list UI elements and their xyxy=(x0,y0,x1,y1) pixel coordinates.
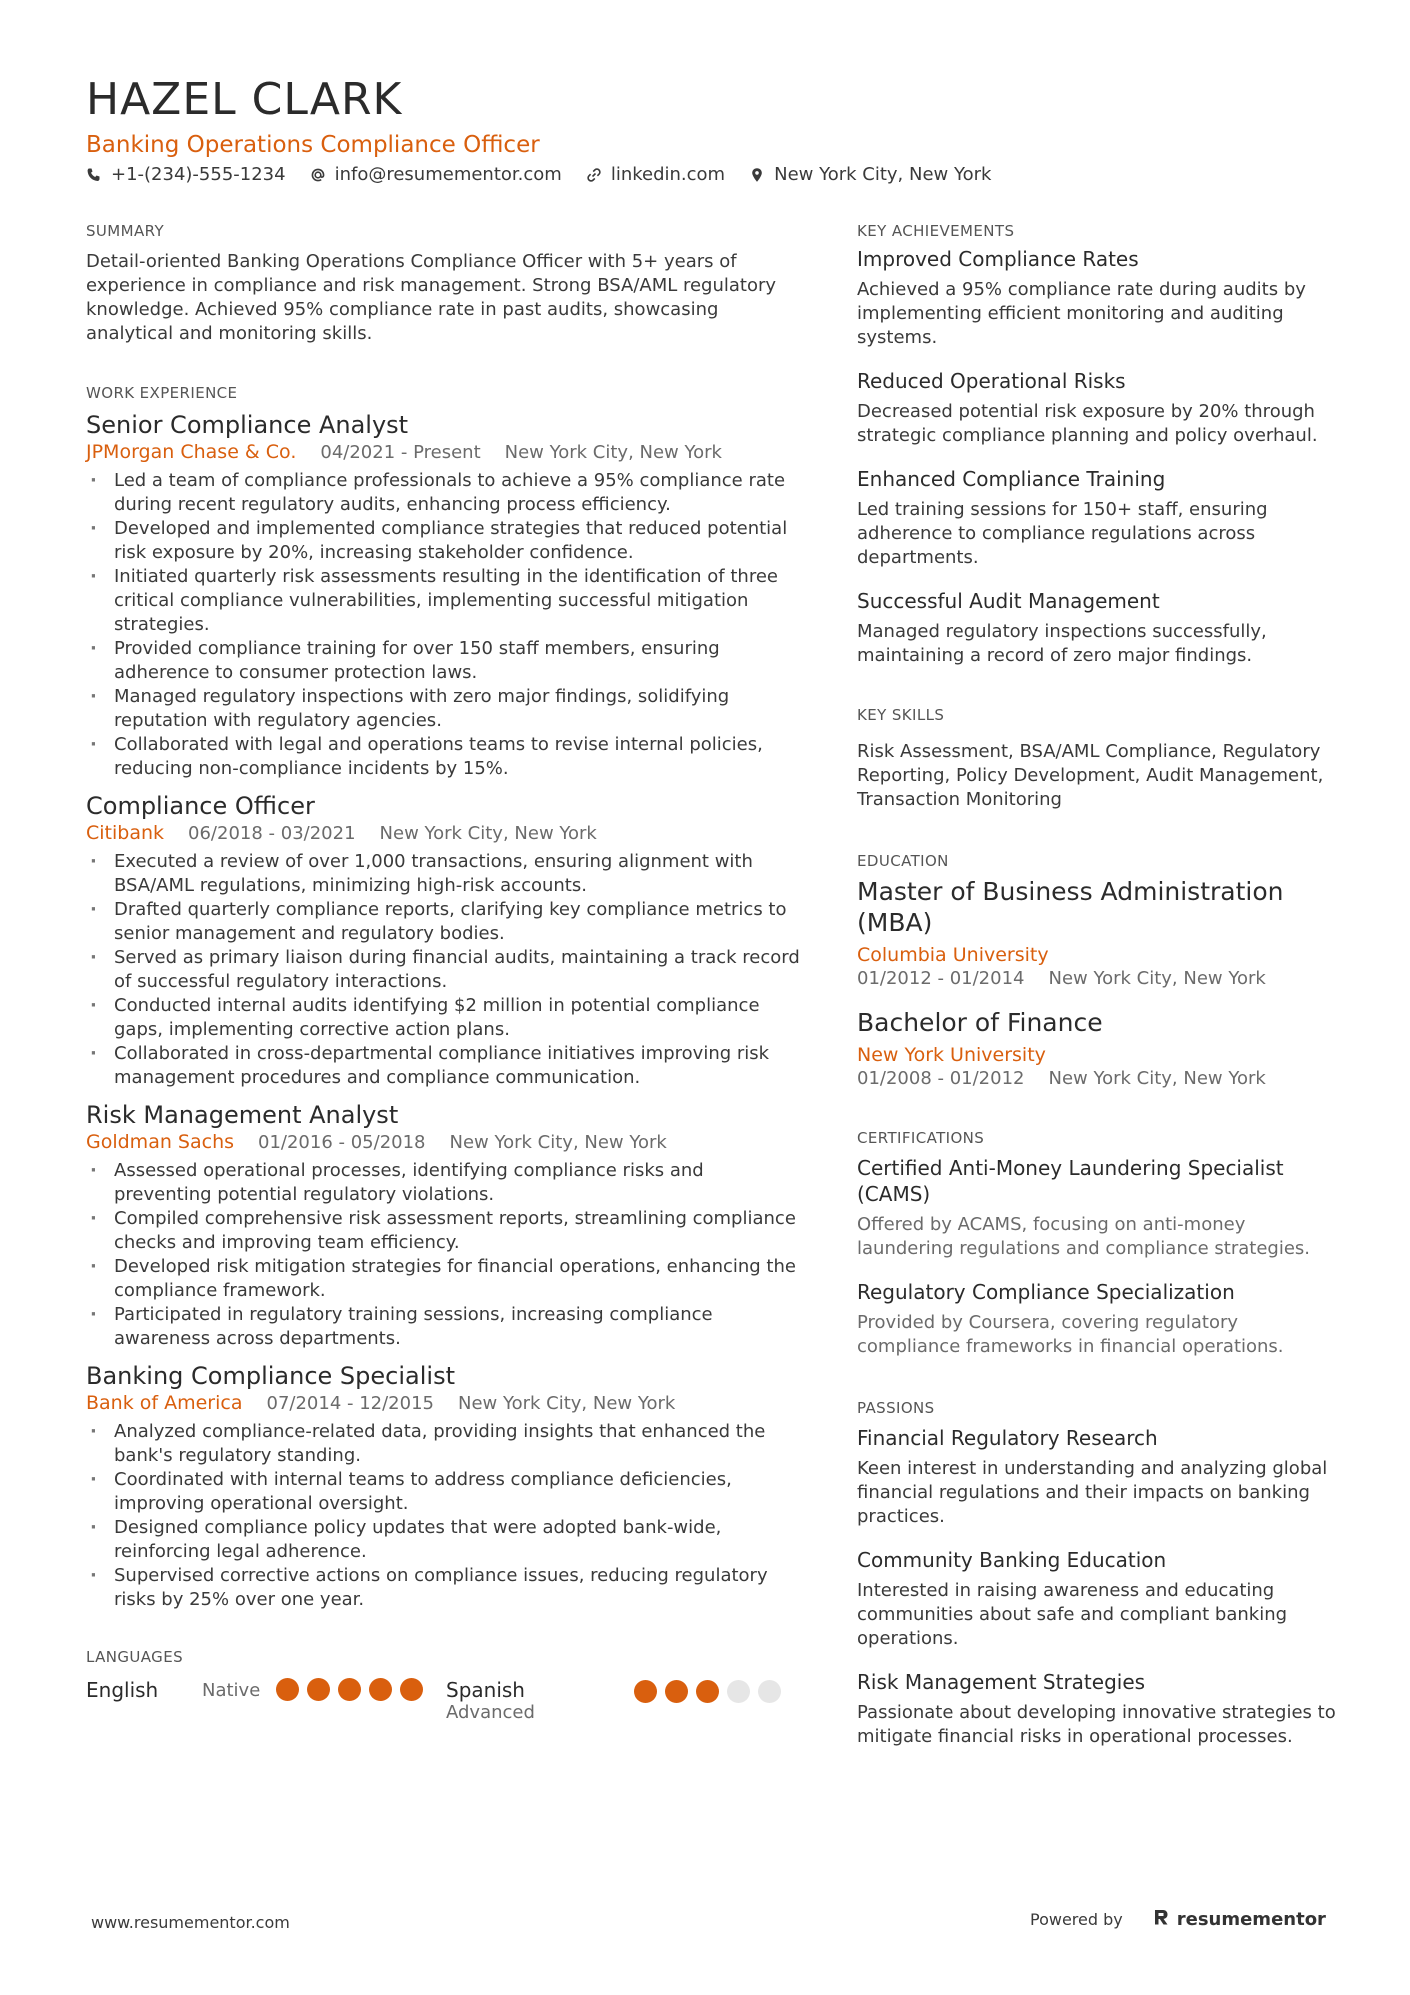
education-meta xyxy=(857,968,1337,989)
rating-dot-filled xyxy=(369,1678,392,1701)
candidate-role: Banking Operations Compliance Officer xyxy=(86,132,540,158)
job-bullets xyxy=(86,850,806,1090)
job-title: Senior Compliance Analyst xyxy=(86,411,409,439)
location-pin-icon xyxy=(749,167,765,183)
achievement-text: Managed regulatory inspections successfully, maintaining a record of zero major findings. xyxy=(857,621,1267,666)
brand-name: resumementor xyxy=(1176,1908,1326,1930)
achievement-item xyxy=(857,588,1337,668)
bullet-item: · Managed regulatory inspections with zero major findings, solidifying reputation with regulatory agencies. xyxy=(86,685,806,733)
achievement-item xyxy=(857,368,1337,448)
passion-title: Community Banking Education xyxy=(857,1548,1167,1572)
passion-item xyxy=(857,1547,1337,1651)
achievements-section xyxy=(857,222,1337,668)
link-icon xyxy=(586,167,602,183)
education-dates: 01/2012 - 01/2014 xyxy=(857,968,1025,989)
rating-dot-filled xyxy=(696,1680,719,1703)
education-section xyxy=(857,852,1337,1089)
achievement-title: Successful Audit Management xyxy=(857,589,1160,613)
powered-by-label: Powered by xyxy=(1030,1909,1123,1929)
education-school: Columbia University xyxy=(857,944,1049,966)
language-item xyxy=(86,1678,446,1702)
bullet-item: · Developed and implemented compliance strategies that reduced potential risk exposure by 20%, increasing stakeholder confidence. xyxy=(86,517,806,565)
section-title: KEY ACHIEVEMENTS xyxy=(857,222,1015,240)
certifications-section xyxy=(857,1129,1337,1359)
bullet-item: · Provided compliance training for over 150 staff members, ensuring adherence to consumer protection laws. xyxy=(86,637,806,685)
section-title: EDUCATION xyxy=(857,852,949,870)
bullet-item: · Collaborated in cross-departmental compliance initiatives improving risk management procedures and compliance communication. xyxy=(86,1042,806,1090)
certification-item xyxy=(857,1155,1337,1261)
achievement-title: Reduced Operational Risks xyxy=(857,369,1126,393)
bullet-item: · Compiled comprehensive risk assessment reports, streamlining compliance checks and improving team efficiency. xyxy=(86,1207,806,1255)
phone-icon xyxy=(86,167,102,183)
job-location: New York City, New York xyxy=(379,823,597,844)
job-title: Risk Management Analyst xyxy=(86,1101,399,1129)
company-name: JPMorgan Chase & Co. xyxy=(86,441,297,463)
experience-section xyxy=(86,384,806,1612)
bullet-item: · Served as primary liaison during financial audits, maintaining a track record of successful regulatory interactions. xyxy=(86,946,806,994)
certification-item xyxy=(857,1279,1337,1359)
job-bullets xyxy=(86,1420,806,1612)
job-entry xyxy=(86,1100,806,1351)
achievement-text: Decreased potential risk exposure by 20% through strategic compliance planning and policy overhaul. xyxy=(857,401,1318,446)
bullet-item: · Conducted internal audits identifying $2 million in potential compliance gaps, implementing corrective action plans. xyxy=(86,994,806,1042)
job-location: New York City, New York xyxy=(458,1393,676,1414)
rating-dot-filled xyxy=(276,1678,299,1701)
language-rating xyxy=(634,1680,789,1703)
certification-text: Provided by Coursera, covering regulatory compliance frameworks in financial operations. xyxy=(857,1312,1284,1357)
linkedin-text: linkedin.com xyxy=(610,164,726,185)
job-entry xyxy=(86,791,806,1090)
right-column xyxy=(857,222,1337,1749)
job-location: New York City, New York xyxy=(504,442,722,463)
footer-website[interactable]: www.resumementor.com xyxy=(91,1913,290,1932)
achievement-item xyxy=(857,246,1337,350)
language-item xyxy=(446,1678,806,1723)
bullet-item: · Executed a review of over 1,000 transactions, ensuring alignment with BSA/AML regulations, minimizing high-risk accounts. xyxy=(86,850,806,898)
certification-title: Certified Anti-Money Laundering Specialist (CAMS) xyxy=(857,1156,1284,1206)
job-dates: 04/2021 - Present xyxy=(320,442,481,463)
rating-dot-empty xyxy=(727,1680,750,1703)
bullet-item: · Analyzed compliance-related data, providing insights that enhanced the bank's regulatory standing. xyxy=(86,1420,806,1468)
job-meta xyxy=(86,1391,806,1416)
passion-item xyxy=(857,1425,1337,1529)
bullet-item: · Designed compliance policy updates that were adopted bank-wide, reinforcing legal adherence. xyxy=(86,1516,806,1564)
rating-dot-empty xyxy=(758,1680,781,1703)
education-degree: Bachelor of Finance xyxy=(857,1008,1103,1037)
job-dates: 06/2018 - 03/2021 xyxy=(188,823,356,844)
rating-dot-filled xyxy=(400,1678,423,1701)
education-meta xyxy=(857,1068,1337,1089)
job-meta xyxy=(86,440,806,465)
skills-section xyxy=(857,706,1337,812)
bullet-item: · Participated in regulatory training sessions, increasing compliance awareness across departments. xyxy=(86,1303,806,1351)
email-text: info@resumementor.com xyxy=(334,164,562,185)
bullet-item: · Collaborated with legal and operations teams to revise internal policies, reducing non-compliance incidents by 15%. xyxy=(86,733,806,781)
contact-email[interactable] xyxy=(310,164,562,185)
section-title: KEY SKILLS xyxy=(857,706,945,724)
job-location: New York City, New York xyxy=(449,1132,667,1153)
rating-dot-filled xyxy=(307,1678,330,1701)
certification-text: Offered by ACAMS, focusing on anti-money laundering regulations and compliance strategies. xyxy=(857,1214,1311,1259)
education-degree: Master of Business Administration (MBA) xyxy=(857,877,1284,937)
bullet-item: · Developed risk mitigation strategies for financial operations, enhancing the compliance framework. xyxy=(86,1255,806,1303)
contact-linkedin[interactable] xyxy=(586,164,725,185)
job-entry xyxy=(86,1361,806,1612)
rating-dot-filled xyxy=(338,1678,361,1701)
rating-dot-filled xyxy=(665,1680,688,1703)
contact-bar xyxy=(86,164,1015,185)
location-text: New York City, New York xyxy=(774,164,992,185)
language-level: Advanced xyxy=(446,1702,535,1723)
education-location: New York City, New York xyxy=(1048,1068,1266,1089)
company-name: Citibank xyxy=(86,822,165,844)
passion-text: Passionate about developing innovative strategies to mitigate financial risks in operational processes. xyxy=(857,1702,1336,1747)
candidate-name: HAZEL CLARK xyxy=(86,74,403,125)
language-name: English xyxy=(86,1678,159,1702)
footer-powered xyxy=(1030,1908,1326,1930)
resumementor-logo-icon xyxy=(1153,1908,1169,1930)
job-bullets xyxy=(86,469,806,781)
language-name: Spanish xyxy=(446,1678,525,1702)
job-meta xyxy=(86,1130,806,1155)
passions-section xyxy=(857,1399,1337,1749)
section-title: SUMMARY xyxy=(86,222,165,240)
language-rating xyxy=(276,1678,431,1701)
job-title: Banking Compliance Specialist xyxy=(86,1362,455,1390)
job-bullets xyxy=(86,1159,806,1351)
brand-logo[interactable] xyxy=(1153,1908,1326,1930)
bullet-item: · Assessed operational processes, identifying compliance risks and preventing potential regulatory violations. xyxy=(86,1159,806,1207)
section-title: WORK EXPERIENCE xyxy=(86,384,238,402)
achievement-text: Achieved a 95% compliance rate during audits by implementing efficient monitoring and auditing systems. xyxy=(857,279,1306,348)
company-name: Goldman Sachs xyxy=(86,1131,235,1153)
contact-phone[interactable] xyxy=(86,164,286,185)
education-item xyxy=(857,876,1337,989)
job-meta xyxy=(86,821,806,846)
job-dates: 01/2016 - 05/2018 xyxy=(258,1132,426,1153)
bullet-item: · Coordinated with internal teams to address compliance deficiencies, improving operational oversight. xyxy=(86,1468,806,1516)
phone-text: +1-(234)-555-1234 xyxy=(111,164,286,185)
achievement-title: Enhanced Compliance Training xyxy=(857,467,1166,491)
education-dates: 01/2008 - 01/2012 xyxy=(857,1068,1025,1089)
education-item xyxy=(857,1007,1337,1089)
education-school: New York University xyxy=(857,1044,1046,1066)
achievement-text: Led training sessions for 150+ staff, ensuring adherence to compliance regulations across departments. xyxy=(857,499,1268,568)
left-column xyxy=(86,222,806,1723)
job-dates: 07/2014 - 12/2015 xyxy=(266,1393,434,1414)
passion-title: Risk Management Strategies xyxy=(857,1670,1146,1694)
languages-section xyxy=(86,1648,806,1723)
language-label xyxy=(86,1678,202,1702)
at-icon xyxy=(310,167,326,183)
rating-dot-filled xyxy=(634,1680,657,1703)
bullet-item: · Initiated quarterly risk assessments resulting in the identification of three critical compliance vulnerabilities, implementing successful mitigation strategies. xyxy=(86,565,806,637)
passion-text: Interested in raising awareness and educating communities about safe and compliant banking operations. xyxy=(857,1580,1288,1649)
language-level: Native xyxy=(202,1680,261,1701)
section-title: CERTIFICATIONS xyxy=(857,1129,985,1147)
passion-item xyxy=(857,1669,1337,1749)
language-label xyxy=(446,1678,634,1723)
bullet-item: · Supervised corrective actions on compliance issues, reducing regulatory risks by 25% over one year. xyxy=(86,1564,806,1612)
section-title: LANGUAGES xyxy=(86,1648,184,1666)
summary-section xyxy=(86,222,806,346)
passion-title: Financial Regulatory Research xyxy=(857,1426,1158,1450)
bullet-item: · Drafted quarterly compliance reports, clarifying key compliance metrics to senior management and regulatory bodies. xyxy=(86,898,806,946)
certification-title: Regulatory Compliance Specialization xyxy=(857,1280,1235,1304)
section-title: PASSIONS xyxy=(857,1399,935,1417)
job-title: Compliance Officer xyxy=(86,792,315,820)
job-entry xyxy=(86,410,806,781)
language-list xyxy=(86,1678,806,1723)
company-name: Bank of America xyxy=(86,1392,243,1414)
achievement-title: Improved Compliance Rates xyxy=(857,247,1139,271)
bullet-item: · Led a team of compliance professionals to achieve a 95% compliance rate during recent regulatory audits, enhancing process efficiency. xyxy=(86,469,806,517)
contact-location xyxy=(749,164,991,185)
skills-text: Risk Assessment, BSA/AML Compliance, Regulatory Reporting, Policy Development, Audit Management, Transaction Monitoring xyxy=(857,741,1324,810)
summary-text: Detail-oriented Banking Operations Compliance Officer with 5+ years of experience in compliance and risk management. Strong BSA/AML regulatory knowledge. Achieved 95% compliance rate in past audits, showcasing analytical and monitoring skills. xyxy=(86,251,777,344)
achievement-item xyxy=(857,466,1337,570)
education-location: New York City, New York xyxy=(1048,968,1266,989)
passion-text: Keen interest in understanding and analyzing global financial regulations and their impacts on banking practices. xyxy=(857,1458,1328,1527)
